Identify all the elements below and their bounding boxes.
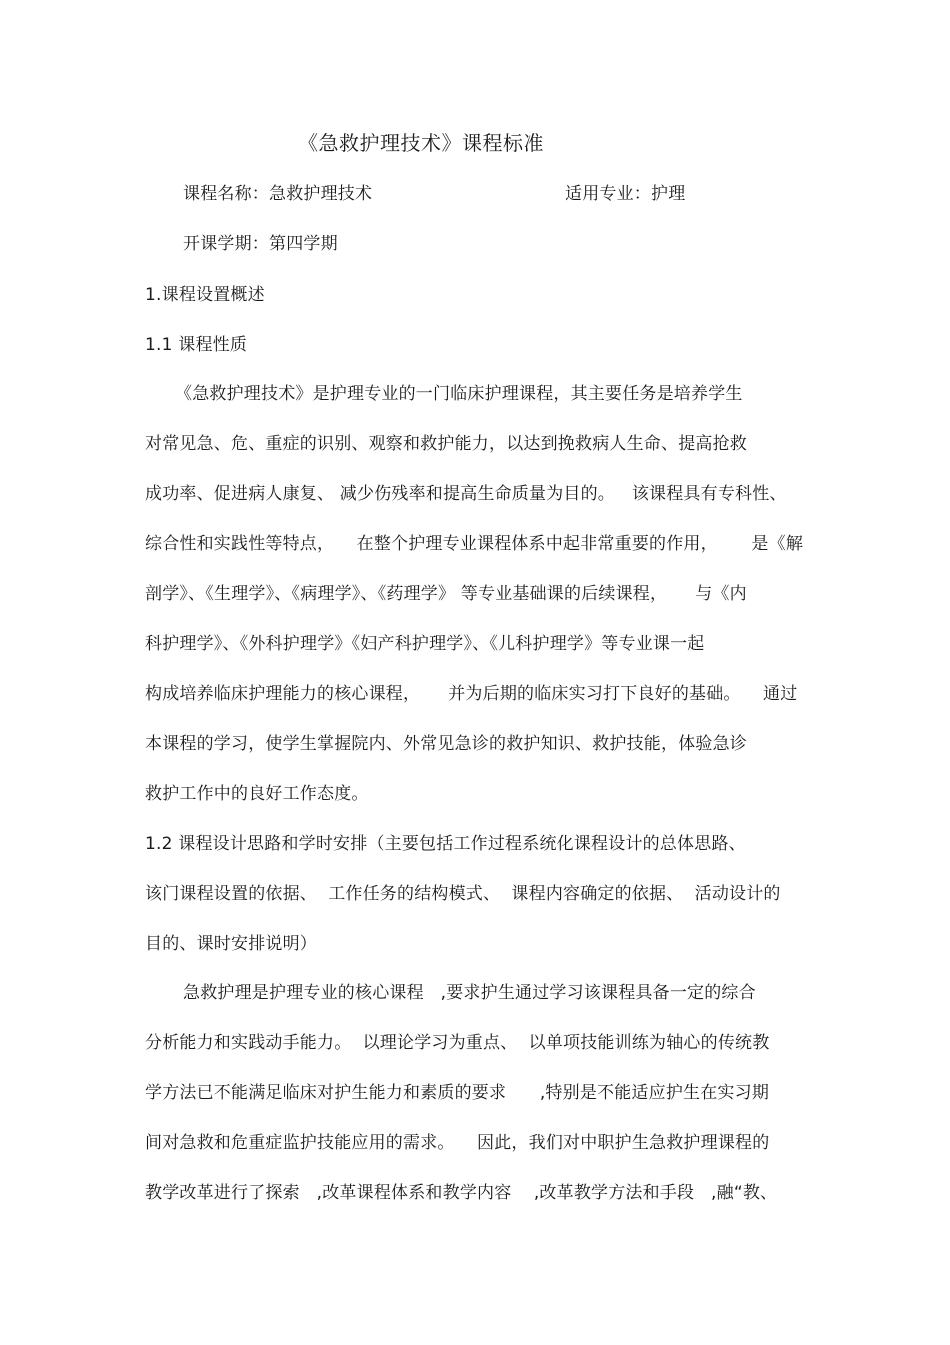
paragraph-line: 分析能力和实践动手能力。 以理论学习为重点、 以单项技能训练为轴心的传统教	[145, 1033, 770, 1053]
course-name-field: 课程名称：急救护理技术	[183, 184, 373, 204]
document-title: 《急救护理技术》课程标准	[298, 131, 544, 155]
paragraph-line: 剖学》、《生理学》、《病理学》、《药理学》 等专业基础课的后续课程， 与《内	[145, 584, 747, 604]
paragraph-line: 救护工作中的良好工作态度。	[145, 784, 369, 804]
section-1-heading: 1.课程设置概述	[145, 285, 265, 305]
paragraph-line: 对常见急、危、重症的识别、观察和救护能力，以达到挽救病人生命、提高抢救	[145, 434, 747, 454]
paragraph-line: 教学改革进行了探索 ,改革课程体系和教学内容 ,改革教学方法和手段 ,融“教、	[145, 1183, 778, 1203]
paragraph-line: 成功率、促进病人康复、 减少伤残率和提高生命质量为目的。 该课程具有专科性、	[145, 484, 787, 504]
paragraph-line: 构成培养临床护理能力的核心课程， 并为后期的临床实习打下良好的基础。 通过	[145, 684, 798, 704]
section-1-2-heading-cont: 该门课程设置的依据、 工作任务的结构模式、 课程内容确定的依据、 活动设计的	[145, 884, 781, 904]
paragraph-line: 学方法已不能满足临床对护生能力和素质的要求 ,特别是不能适应护生在实习期	[145, 1083, 770, 1103]
paragraph-line: 急救护理是护理专业的核心课程 ,要求护生通过学习该课程具备一定的综合	[183, 983, 756, 1003]
semester-field: 开课学期：第四学期	[183, 234, 338, 254]
paragraph-line: 间对急救和危重症监护技能应用的需求。 因此，我们对中职护生急救护理课程的	[145, 1133, 770, 1153]
applicable-major-field: 适用专业：护理	[565, 184, 686, 204]
section-1-1-heading: 1.1 课程性质	[145, 335, 248, 355]
section-1-2-heading: 1.2 课程设计思路和学时安排（主要包括工作过程系统化课程设计的总体思路、	[145, 834, 746, 854]
paragraph-line: 本课程的学习，使学生掌握院内、外常见急诊的救护知识、救护技能，体验急诊	[145, 734, 747, 754]
paragraph-line: 《急救护理技术》是护理专业的一门临床护理课程，其主要任务是培养学生	[175, 384, 743, 404]
paragraph-line: 科护理学》、《外科护理学》《妇产科护理学》、《儿科护理学》等专业课一起	[145, 634, 705, 654]
paragraph-line: 综合性和实践性等特点， 在整个护理专业课程体系中起非常重要的作用， 是《解	[145, 534, 804, 554]
section-1-2-heading-cont: 目的、课时安排说明）	[145, 934, 317, 954]
